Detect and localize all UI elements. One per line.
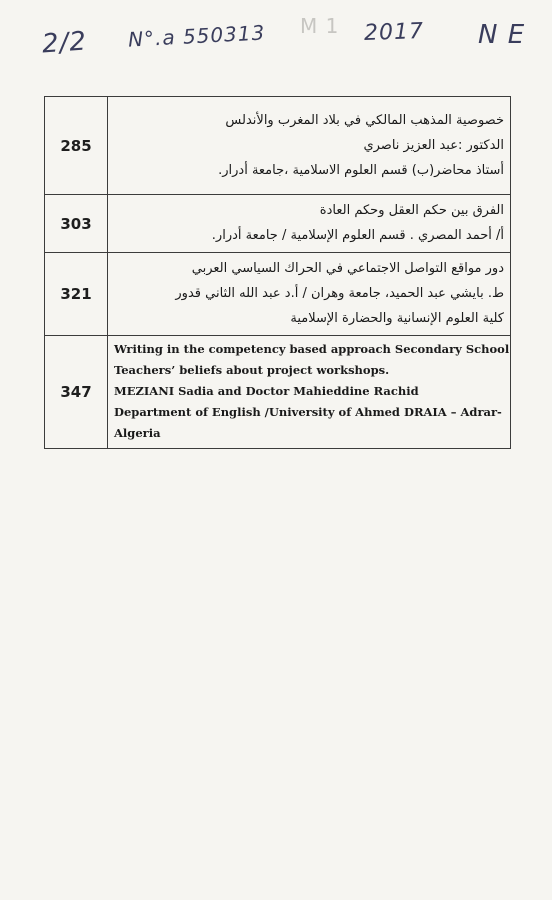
article-title-continued: Teachers’ beliefs about project workshops. [114, 363, 390, 377]
handwritten-code: N E [478, 20, 526, 50]
entry-content [108, 336, 511, 449]
author-affiliation: أستاذ محاضر(ب) قسم العلوم الاسلامية ،جامعة أدرار. [218, 162, 504, 178]
faded-bleed-through-mark: M 1 [300, 14, 340, 38]
toc-row [45, 336, 511, 449]
toc-row [45, 97, 511, 195]
handwritten-reference-number: N°.a 550313 [127, 20, 266, 52]
page-number: 303 [45, 195, 108, 253]
article-author: الدكتور :عبد العزيز ناصري [363, 137, 504, 153]
article-author: ط. بايشي عبد الحميد، جامعة وهران / أ.د عبد الله الثاني قدور [175, 286, 504, 301]
entry-content [108, 97, 511, 195]
article-title: Writing in the competency based approach Secondary School [114, 342, 510, 356]
handwritten-header [0, 0, 552, 70]
article-title: دور مواقع التواصل الاجتماعي في الحراك السياسي العربي [191, 261, 504, 276]
toc-row [45, 195, 511, 253]
author-affiliation: أ/ أحمد المصري . قسم العلوم الإسلامية / جامعة أدرار. [211, 228, 504, 243]
author-affiliation: Department of English /University of Ahmed DRAIA – Adrar- [114, 405, 502, 419]
handwritten-year: 2017 [363, 18, 425, 47]
article-title: خصوصية المذهب المالكي في بلاد المغرب والأندلس [225, 112, 504, 128]
article-title: الفرق بين حكم العقل وحكم العادة [319, 203, 504, 218]
entry-content [108, 253, 511, 336]
author-affiliation: كلية العلوم الإنسانية والحضارة الإسلامية [290, 311, 504, 326]
page-number: 285 [45, 97, 108, 195]
toc-row [45, 253, 511, 336]
page-number: 347 [45, 336, 108, 449]
entry-content [108, 195, 511, 253]
author-affiliation-continued: Algeria [114, 426, 161, 440]
article-author: MEZIANI Sadia and Doctor Mahieddine Rachid [114, 384, 419, 398]
page-number: 321 [45, 253, 108, 336]
handwritten-fraction: 2/2 [41, 26, 88, 60]
table-of-contents [44, 96, 511, 449]
